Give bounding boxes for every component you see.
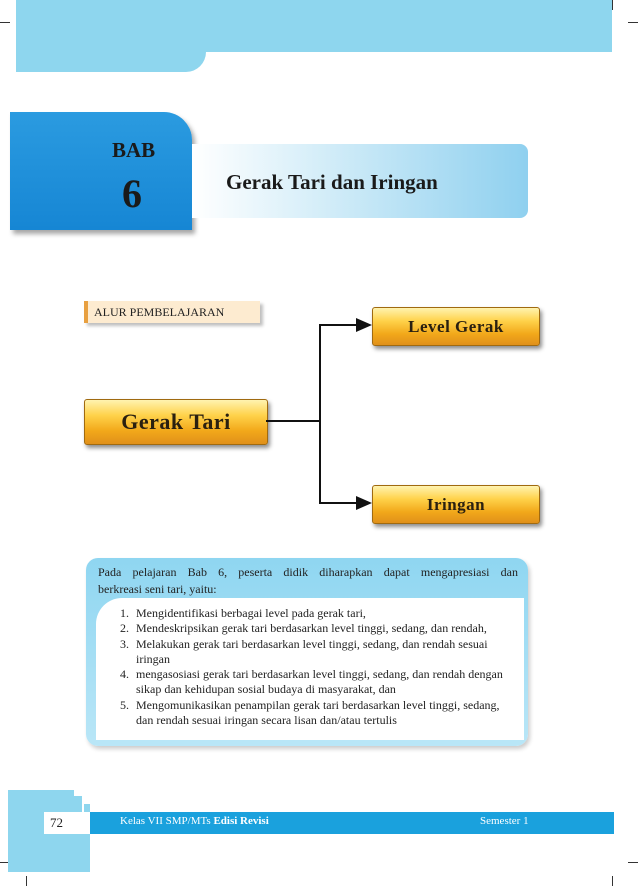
crop-mark (628, 22, 638, 23)
crop-mark (26, 876, 27, 886)
subtopic-box-iringan: Iringan (372, 485, 540, 524)
objectives-intro-line1: Pada pelajaran Bab 6, peserta didik diharapkan dapat mengapresiasi dan (98, 565, 518, 579)
footer-edition: Edisi Revisi (213, 815, 269, 827)
crop-mark (612, 876, 613, 886)
footer-decoration (8, 834, 90, 872)
list-item: 3. Melakukan gerak tari berdasarkan level tinggi, sedang, dan rendah sesuai iringan (120, 636, 488, 666)
list-item: 5. Mengomunikasikan penampilan gerak tari berdasarkan level tinggi, sedang, dan rendah sesuai iringan secara lisan dan/atau tertulis (120, 697, 500, 728)
footer-decoration (8, 790, 74, 812)
chapter-badge (10, 112, 192, 230)
connector-line (319, 324, 321, 504)
chapter-title: Gerak Tari dan Iringan (226, 170, 438, 194)
header-band-tab (16, 52, 206, 72)
footer-decoration (84, 804, 90, 812)
arrow-right-icon (356, 317, 372, 333)
crop-mark (628, 862, 638, 863)
learning-flow-label: ALUR PEMBELAJARAN (84, 301, 260, 323)
objectives-list (120, 606, 518, 728)
chapter-label: BAB (112, 138, 156, 162)
list-item: 4. mengasosiasi gerak tari berdasarkan level tinggi, sedang, dan rendah dengan sikap dan kehidupan sosial budaya di masyarakat, dan (120, 667, 503, 697)
footer-semester: Semester 1 (480, 815, 529, 827)
objectives-intro-line2: berkreasi seni tari, yaitu: (98, 582, 217, 596)
footer-book: Kelas VII SMP/MTs (120, 815, 211, 827)
list-item: 2. Mendeskripsikan gerak tari berdasarkan level tinggi, sedang, dan rendah, (120, 621, 487, 636)
chapter-number: 6 (122, 171, 142, 216)
crop-mark (612, 0, 613, 10)
list-item: 1. Mengidentifikasi berbagai level pada gerak tari, (120, 606, 366, 620)
arrow-right-icon (356, 495, 372, 511)
subtopic-box-level-gerak: Level Gerak (372, 307, 540, 346)
connector-line (319, 502, 361, 504)
connector-line (266, 420, 320, 422)
main-topic-box: Gerak Tari (84, 399, 268, 445)
page-number: 72 (50, 815, 63, 830)
connector-line (319, 324, 361, 326)
footer-decoration (74, 796, 82, 812)
footer-book-info (120, 815, 269, 827)
footer-decoration (8, 812, 44, 834)
crop-mark (0, 22, 10, 23)
header-band (16, 0, 612, 52)
